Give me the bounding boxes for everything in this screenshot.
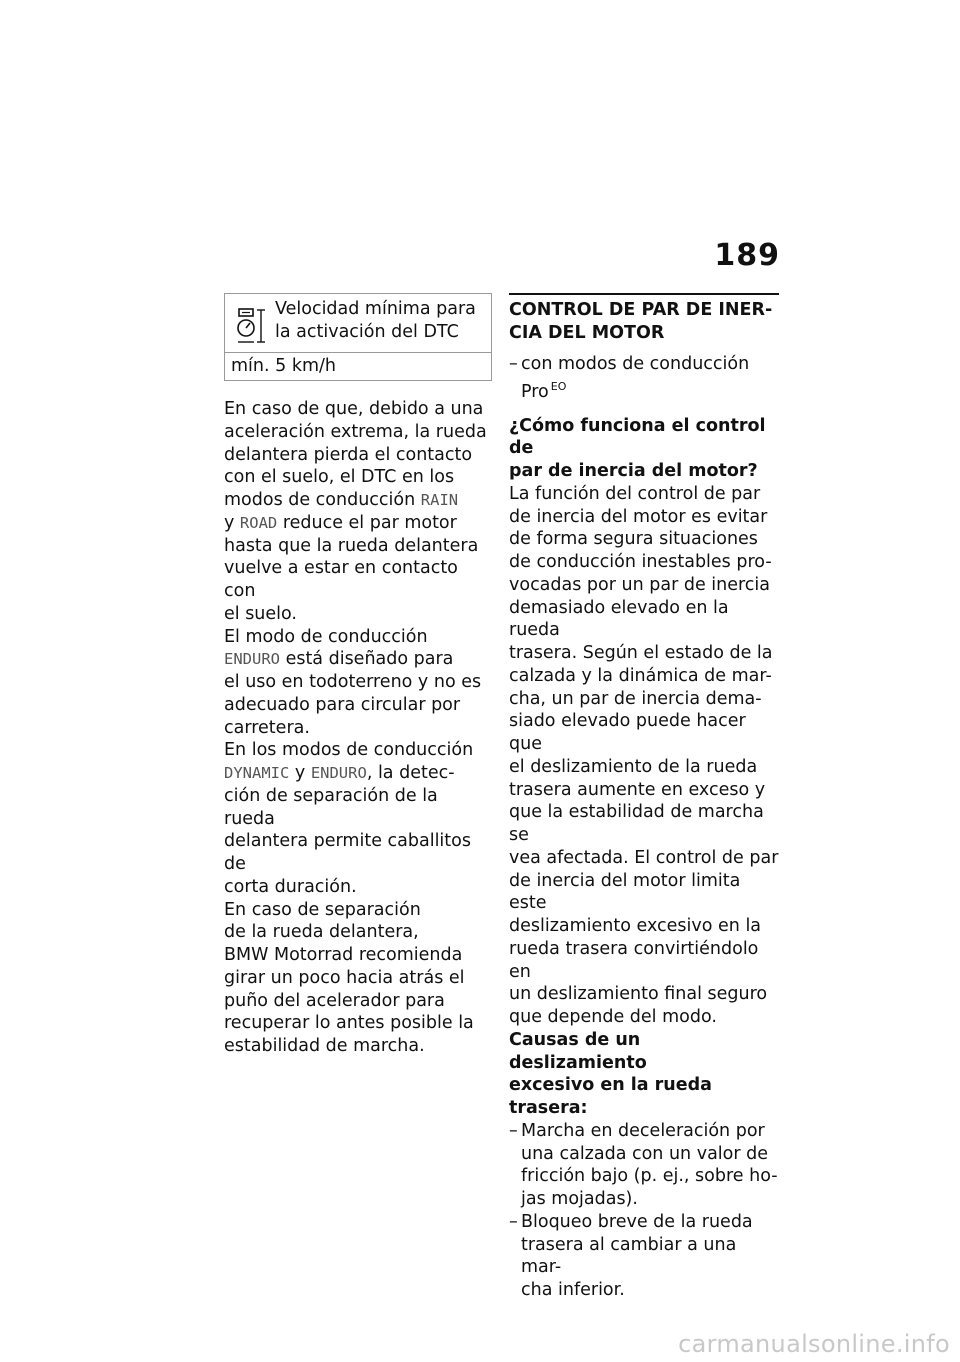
section-title-line: CIA DEL MOTOR <box>509 323 665 343</box>
spec-title-line: Velocidad mínima para <box>275 299 476 319</box>
dash-bullet: – <box>509 1120 518 1141</box>
text-line: puño del acelerador para <box>224 990 445 1011</box>
text-line: vocadas por un par de inercia <box>509 574 771 595</box>
text-line: corta duración. <box>224 876 357 897</box>
text-line: una calzada con un valor de <box>521 1143 768 1164</box>
text-line: BMW Motorrad recomienda <box>224 945 463 965</box>
text-line: el uso en todoterreno y no es <box>224 672 482 692</box>
causes-title <box>509 1029 779 1120</box>
text-fragment: y <box>289 763 311 783</box>
text-line: vea afectada. El control de par <box>509 847 779 868</box>
text-line: trasera aumente en exceso y <box>509 779 766 800</box>
mode-enduro: ENDURO <box>224 650 280 669</box>
text-line: girar un poco hacia atrás el <box>224 967 465 988</box>
text-line: excesivo en la rueda trasera: <box>509 1075 712 1118</box>
text-line: En caso de separación <box>224 899 421 920</box>
text-line: aceleración extrema, la rueda <box>224 421 487 442</box>
text-fragment: está diseñado para <box>280 649 454 670</box>
section-title-line: CONTROL DE PAR DE INER- <box>509 300 773 320</box>
text-line: cha, un par de inercia dema- <box>509 688 762 709</box>
text-line: vuelve a estar en contacto con <box>224 558 458 601</box>
paragraph-dtc-wheelie <box>224 398 492 626</box>
text-line: Causas de un deslizamiento <box>509 1029 647 1073</box>
text-line: jas mojadas). <box>521 1189 638 1209</box>
question-title <box>509 415 779 483</box>
text-line: con el suelo, el DTC en los <box>224 467 455 488</box>
text-line: siado elevado puede hacer que <box>509 711 746 754</box>
text-line <box>521 376 779 404</box>
text-line: recuperar lo antes posible la <box>224 1013 474 1034</box>
spec-box-title <box>269 298 485 344</box>
text-line: delantera pierda el contacto <box>224 444 473 465</box>
footer-watermark: carmanualsonline.info <box>678 1330 950 1358</box>
text-fragment: reduce el par motor <box>277 512 457 533</box>
text-line: modos de conducción <box>224 490 421 510</box>
text-line: delantera permite caballitos de <box>224 831 471 874</box>
text-line: par de inercia del motor? <box>509 461 758 481</box>
text-line: el suelo. <box>224 603 297 624</box>
dash-bullet: – <box>509 354 518 374</box>
text-line: trasera al cambiar a una mar- <box>521 1234 737 1278</box>
text-line: adecuado para circular por <box>224 694 461 715</box>
text-line: demasiado elevado en la rueda <box>509 597 729 641</box>
text-line: de la rueda delantera, <box>224 922 419 943</box>
text-line: de inercia del motor es evitar <box>509 506 768 527</box>
mode-rain: RAIN <box>420 491 459 509</box>
mode-road: ROAD <box>239 513 278 532</box>
text-fragment: y <box>224 512 240 533</box>
spec-box-header <box>225 294 491 352</box>
text-line: La función del control de par <box>509 483 761 504</box>
condition-item <box>509 353 779 404</box>
text-line: ción de separación de la rueda <box>224 785 438 829</box>
left-column <box>224 293 492 1058</box>
text-line: Marcha en deceleración por <box>521 1120 765 1141</box>
text-line: trasera. Según el estado de la <box>509 643 773 663</box>
spec-box-value: mín. 5 km/h <box>225 352 491 380</box>
text-line: cha inferior. <box>521 1280 625 1300</box>
text-line: deslizamiento excesivo en la <box>509 916 762 936</box>
mode-enduro: ENDURO <box>310 764 367 782</box>
text-line: que la estabilidad de marcha se <box>509 802 764 845</box>
text-line: de conducción inestables pro- <box>509 552 772 572</box>
text-line: El modo de conducción <box>224 626 428 647</box>
left-body-text <box>224 398 492 1058</box>
text-line: calzada y la dinámica de mar- <box>509 665 772 686</box>
text-line: hasta que la rueda delantera <box>224 535 479 556</box>
paragraph-dynamic-enduro <box>224 739 492 898</box>
mode-dynamic: DYNAMIC <box>224 764 290 782</box>
spec-box <box>224 293 492 381</box>
text-line: ¿Cómo funciona el control de <box>509 415 766 459</box>
text-line: En los modos de conducción <box>224 740 474 761</box>
text-line: estabilidad de marcha. <box>224 1036 425 1056</box>
text-line: rueda trasera convirtiéndolo en <box>509 938 759 982</box>
text-line: Bloqueo breve de la rueda <box>521 1211 753 1232</box>
page-number: 189 <box>714 238 780 273</box>
cause-item <box>509 1120 779 1211</box>
mode-pro: Pro <box>521 381 549 402</box>
answer-paragraph <box>509 483 779 1029</box>
text-line: que depende del modo. <box>509 1007 717 1027</box>
text-line: En caso de que, debido a una <box>224 399 484 419</box>
equipment-superscript: EO <box>550 379 567 393</box>
text-line: de forma segura situaciones <box>509 529 758 550</box>
cause-item <box>509 1211 779 1302</box>
right-column <box>509 293 779 1302</box>
speedometer-gauge-icon <box>235 306 269 346</box>
text-fragment: , la detec- <box>366 763 455 783</box>
paragraph-enduro-mode <box>224 626 492 740</box>
text-line: un deslizamiento final seguro <box>509 984 768 1005</box>
text-line: con modos de conducción <box>521 354 750 374</box>
paragraph-recommendation <box>224 899 492 1058</box>
text-line: el deslizamiento de la rueda <box>509 756 758 777</box>
spec-title-line: la activación del DTC <box>275 322 459 342</box>
text-line: fricción bajo (p. ej., sobre ho- <box>521 1166 778 1187</box>
section-title <box>509 293 779 345</box>
dash-bullet: – <box>509 1211 518 1232</box>
text-line: carretera. <box>224 717 310 738</box>
text-line: de inercia del motor limita este <box>509 870 741 914</box>
